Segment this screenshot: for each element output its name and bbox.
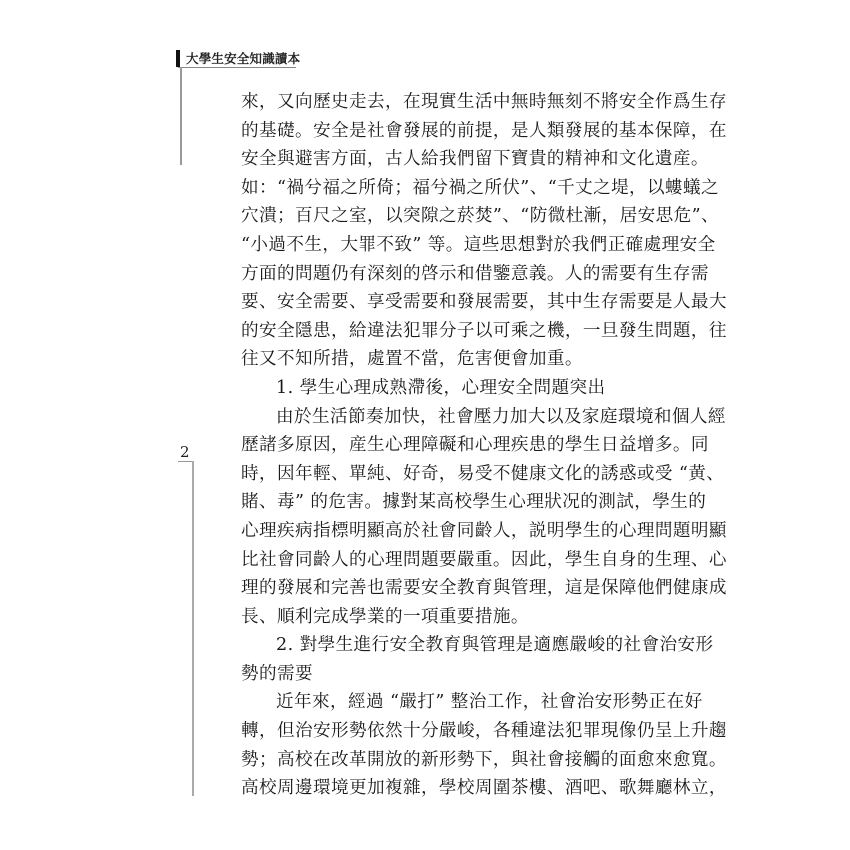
body-text (241, 88, 727, 803)
text-line: 方面的問題仍有深刻的啓示和借鑒意義。人的需要有生存需 (241, 263, 709, 284)
section-heading-continued: 勢的需要 (241, 663, 313, 684)
section-heading: 2. 對學生進行安全教育與管理是適應嚴峻的社會治安形 (276, 635, 714, 656)
text-line: 穴潰；百尺之室，以突隙之菸焚”、“防微杜漸，居安思危”、 (241, 206, 720, 227)
text-line: 比社會同齡人的心理問題要嚴重。因此，學生自身的生理、心 (241, 549, 727, 570)
text-line: 的安全隱患，給違法犯罪分子以可乘之機，一旦發生問題，往 (241, 320, 727, 341)
text-line: “小過不生，大罪不致” 等。這些思想對於我們正確處理安全 (241, 234, 716, 255)
text-line: 時，因年輕、單純、好奇，易受不健康文化的誘惑或受 “黄、 (241, 463, 725, 484)
margin-rule-bottom (192, 461, 194, 796)
text-line: 的基礎。安全是社會發展的前提，是人類發展的基本保障，在 (241, 120, 727, 141)
text-line: 理的發展和完善也需要安全教育與管理，這是保障他們健康成 (241, 578, 727, 599)
text-line: 賭、毒” 的危害。據對某高校學生心理狀况的測試，學生的 (241, 492, 707, 513)
text-line: 來，又向歷史走去，在現實生活中無時無刻不將安全作爲生存 (241, 92, 727, 112)
section-heading: 1. 學生心理成熟滯後，心理安全問題突出 (276, 377, 606, 398)
text-line: 高校周邊環境更加複雜，學校周圍茶樓、酒吧、歌舞廳林立， (241, 778, 727, 799)
text-line: 歷諸多原因，産生心理障礙和心理疾患的學生日益增多。同 (241, 435, 709, 456)
running-header-title: 大學生安全知識讀本 (186, 51, 301, 66)
text-line: 轉，但治安形勢依然十分嚴峻，各種違法犯罪現像仍呈上升趨 (241, 721, 727, 742)
text-line: 心理疾病指標明顯高於社會同齡人，説明學生的心理問題明顯 (241, 520, 727, 541)
header-marker-bar (176, 50, 180, 67)
text-line: 往又不知所措，處置不當，危害便會加重。 (241, 349, 583, 370)
header-rule (178, 67, 296, 68)
text-line: 如：“禍兮福之所倚；福兮禍之所伏”、“千丈之堤，以螻蟻之 (241, 177, 720, 198)
text-line: 安全與避害方面，古人給我們留下寶貴的精神和文化遺産。 (241, 149, 709, 170)
text-line: 勢；高校在改革開放的新形勢下，與社會接觸的面愈來愈寬。 (241, 749, 727, 770)
text-line: 長、順利完成學業的一項重要措施。 (241, 606, 529, 627)
text-line: 由於生活節奏加快，社會壓力加大以及家庭環境和個人經 (276, 406, 726, 427)
page-number: 2 (180, 443, 190, 461)
text-line: 要、安全需要、享受需要和發展需要，其中生存需要是人最大 (241, 292, 727, 313)
text-line: 近年來，經過 “嚴打” 整治工作，社會治安形勢正在好 (276, 692, 703, 713)
margin-rule-top (180, 67, 182, 165)
page-number-rule-horizontal (178, 461, 193, 462)
